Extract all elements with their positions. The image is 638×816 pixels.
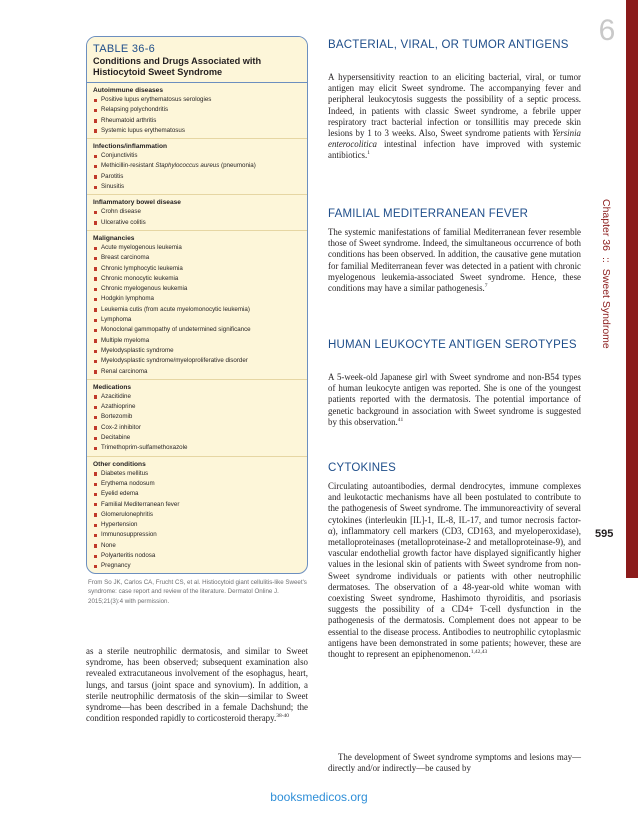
table-list-item: Methicillin-resistant Staphylococcus aureus (pneumonia) <box>93 161 301 171</box>
section-body-cytokines <box>328 481 581 660</box>
table-list-item: Relapsing polychondritis <box>93 105 301 115</box>
table-list-item: Parotitis <box>93 172 301 182</box>
table-section-title: Autoimmune diseases <box>93 87 163 94</box>
table-section <box>87 456 307 574</box>
left-column-paragraph <box>86 646 308 724</box>
section-body-antigens <box>328 72 581 162</box>
section-heading-antigens: BACTERIAL, VIRAL, OR TUMOR ANTIGENS <box>328 39 569 51</box>
section-heading-hla: HUMAN LEUKOCYTE ANTIGEN SEROTYPES <box>328 339 577 351</box>
table-header <box>87 37 307 83</box>
table-list-item: None <box>93 541 301 551</box>
table-list-item: Chronic myelogenous leukemia <box>93 284 301 294</box>
body-text: A hypersensitivity reaction to an eliciting bacterial, viral, or tumor antigen may elicit Sweet syndrome. The accompanying fever and peripheral leukocytosis suggests the possibility of a septic process. Indeed, in patients with classic Sweet syndrome, a febrile upper respiratory tract bacterial infection or tonsillitis may precede skin lesions by 1 to 3 weeks. Also, Sweet syndrome patients with <box>328 72 581 139</box>
table-body <box>87 83 307 574</box>
reference-marker: 1 <box>367 150 370 157</box>
table-list-item: Azacitidine <box>93 392 301 402</box>
table-title: Conditions and Drugs Associated with Histiocytoid Sweet Syndrome <box>93 56 262 77</box>
table-list-item: Breast carcinoma <box>93 253 301 263</box>
reference-marker: 38-40 <box>276 713 290 720</box>
table-36-6 <box>86 36 308 574</box>
table-list-item: Conjunctivitis <box>93 151 301 161</box>
table-list-item: Familial Mediterranean fever <box>93 500 301 510</box>
table-list-item: Rheumatoid arthritis <box>93 116 301 126</box>
table-list-item: Monoclonal gammopathy of undetermined significance <box>93 325 301 335</box>
table-list-item: Positive lupus erythematosus serologies <box>93 95 301 105</box>
section-body-hla <box>328 372 581 428</box>
chapter-separator: :: <box>600 256 612 263</box>
continuation-paragraph <box>328 752 581 774</box>
table-section <box>87 230 307 379</box>
table-list-item: Renal carcinoma <box>93 367 301 377</box>
table-list-item: Hodgkin lymphoma <box>93 294 301 304</box>
table-list-item: Lymphoma <box>93 315 301 325</box>
table-list-item: Azathioprine <box>93 402 301 412</box>
table-list-item: Leukemia cutis (from acute myelomonocytic leukemia) <box>93 305 301 315</box>
chapter-color-bar <box>626 0 638 578</box>
table-section-title: Infections/inflammation <box>93 143 168 151</box>
table-section <box>87 379 307 456</box>
organism-name: Staphylococcus aureus <box>155 162 220 170</box>
table-list-item: Ulcerative colitis <box>93 218 301 228</box>
reference-marker: 41 <box>397 416 404 423</box>
table-list-item: Myelodysplastic syndrome/myeloproliferative disorder <box>93 356 301 366</box>
section-heading-fmf: FAMILIAL MEDITERRANEAN FEVER <box>328 208 529 220</box>
table-list-item: Polyarteritis nodosa <box>93 551 301 561</box>
table-label: TABLE 36-6 <box>93 43 156 55</box>
table-list-item: Sinusitis <box>93 182 301 192</box>
organism-name: Yersinia enterocolitica <box>328 128 581 150</box>
table-source-note: From So JK, Carlos CA, Frucht CS, et al. Histiocytoid giant cellulitis-like Sweet's syndrome: case report and review of the literature. Dermatol Online J. 2015;21(3):4 with permission. <box>88 579 307 605</box>
table-list-item: Pregnancy <box>93 561 301 571</box>
section-body-fmf <box>328 227 581 294</box>
chapter-label: Chapter 36 <box>600 199 612 251</box>
body-text: intestinal infection have improved with systemic antibiotics. <box>328 139 581 161</box>
table-list-item: Crohn disease <box>93 207 301 217</box>
table-list-item: Erythema nodosum <box>93 479 301 489</box>
table-list-item: Glomerulonephritis <box>93 510 301 520</box>
reference-marker: 7 <box>484 283 488 290</box>
table-list-item: Chronic lymphocytic leukemia <box>93 264 301 274</box>
chapter-running-head <box>600 196 612 352</box>
table-list-item: Myelodysplastic syndrome <box>93 346 301 356</box>
chapter-number: 6 <box>598 14 616 47</box>
table-list-item: Trimethoprim-sulfamethoxazole <box>93 443 301 453</box>
table-list-item: Hypertension <box>93 520 301 530</box>
table-section <box>87 194 307 230</box>
body-text: The systemic manifestations of familial Mediterranean fever resemble those of Sweet syndrome. Indeed, the simultaneous occurrence of both conditions has been observed. In addition, the causative gene mutation for familial Mediterranean fever was detected in a patient with chronic myelogenous leukemia-associated Sweet syndrome. Hence, these conditions may have a similar pathogenesis. <box>328 227 581 294</box>
table-list-item: Cox-2 inhibitor <box>93 423 301 433</box>
reference-marker: 1,42,43 <box>470 649 488 656</box>
table-list-item: Immunosuppression <box>93 530 301 540</box>
table-list-item: Eyelid edema <box>93 489 301 499</box>
body-text: A 5-week-old Japanese girl with Sweet syndrome and non-B54 types of human leukocyte antigen was reported. She is one of the youngest patients reported with the dermatosis. The potential importance of genetic background in association with Sweet syndrome is suggested by this observation. <box>328 372 581 427</box>
left-paragraph-text: as a sterile neutrophilic dermatosis, and similar to Sweet syndrome, has been observed; subsequent examination also revealed extracutaneous involvement of the esophagus, heart, lungs, and tarsus (joint space and synovium). In addition, a sterile neutrophilic dermatosis of the skin—similar to Sweet syndrome—has been described in a female Dachshund; the condition responded rapidly to corticosteroid therapy. <box>86 646 308 724</box>
table-section <box>87 138 307 194</box>
table-list-item: Chronic monocytic leukemia <box>93 274 301 284</box>
table-list-item: Bortezomib <box>93 412 301 422</box>
page-number: 595 <box>595 528 614 540</box>
table-list-item: Diabetes mellitus <box>93 469 301 479</box>
body-text: Circulating autoantibodies, dermal dendrocytes, immune complexes and leukotactic mechanisms have all been postulated to contribute to the pathogenesis of Sweet syndrome. The immunoreactivity of several cytokines (interleukin [IL]-1, IL-8, IL-17, and tumor necrosis factor-α), inflammatory cell markers (CD3, CD163, and myeloperoxidase), metalloproteinases (metalloproteinase-2 and metalloproteinase-9), and vascular endothelial growth factor have displayed significantly higher values in the lesional skin of patients with Sweet syndrome from non-Sweet syndrome individuals or patients with other neutrophilic dermatoses. The observation of a 48-year-old white woman with coexisting Sweet syndrome, Hashimoto thyroiditis, and psoriasis suggests the possibility of a CD4+ T-cell dysfunction in the pathogenesis of the dermatosis. Complement does not appear to be essential to the disease process. Antibodies to neutrophilic cytoplasmic antigens have been demonstrated in some patients; however, these are thought to represent an epiphenomenon. <box>328 481 581 660</box>
table-section-title: Other conditions <box>93 460 146 468</box>
table-list-item: Decitabine <box>93 433 301 443</box>
table-list-item: Multiple myeloma <box>93 336 301 346</box>
table-section-title: Malignancies <box>93 234 135 242</box>
section-heading-cytokines: CYTOKINES <box>328 462 397 474</box>
table-list-item: Acute myelogenous leukemia <box>93 243 301 253</box>
table-list-item: Systemic lupus erythematosus <box>93 126 301 136</box>
table-section <box>87 83 307 138</box>
chapter-topic: Sweet Syndrome <box>600 268 612 349</box>
table-section-title: Inflammatory bowel disease <box>93 199 181 207</box>
table-section-title: Medications <box>93 383 132 391</box>
body-text: The development of Sweet syndrome symptoms and lesions may—directly and/or indirectly—be caused by <box>328 752 581 774</box>
footer-website-link[interactable]: booksmedicos.org <box>270 790 368 804</box>
